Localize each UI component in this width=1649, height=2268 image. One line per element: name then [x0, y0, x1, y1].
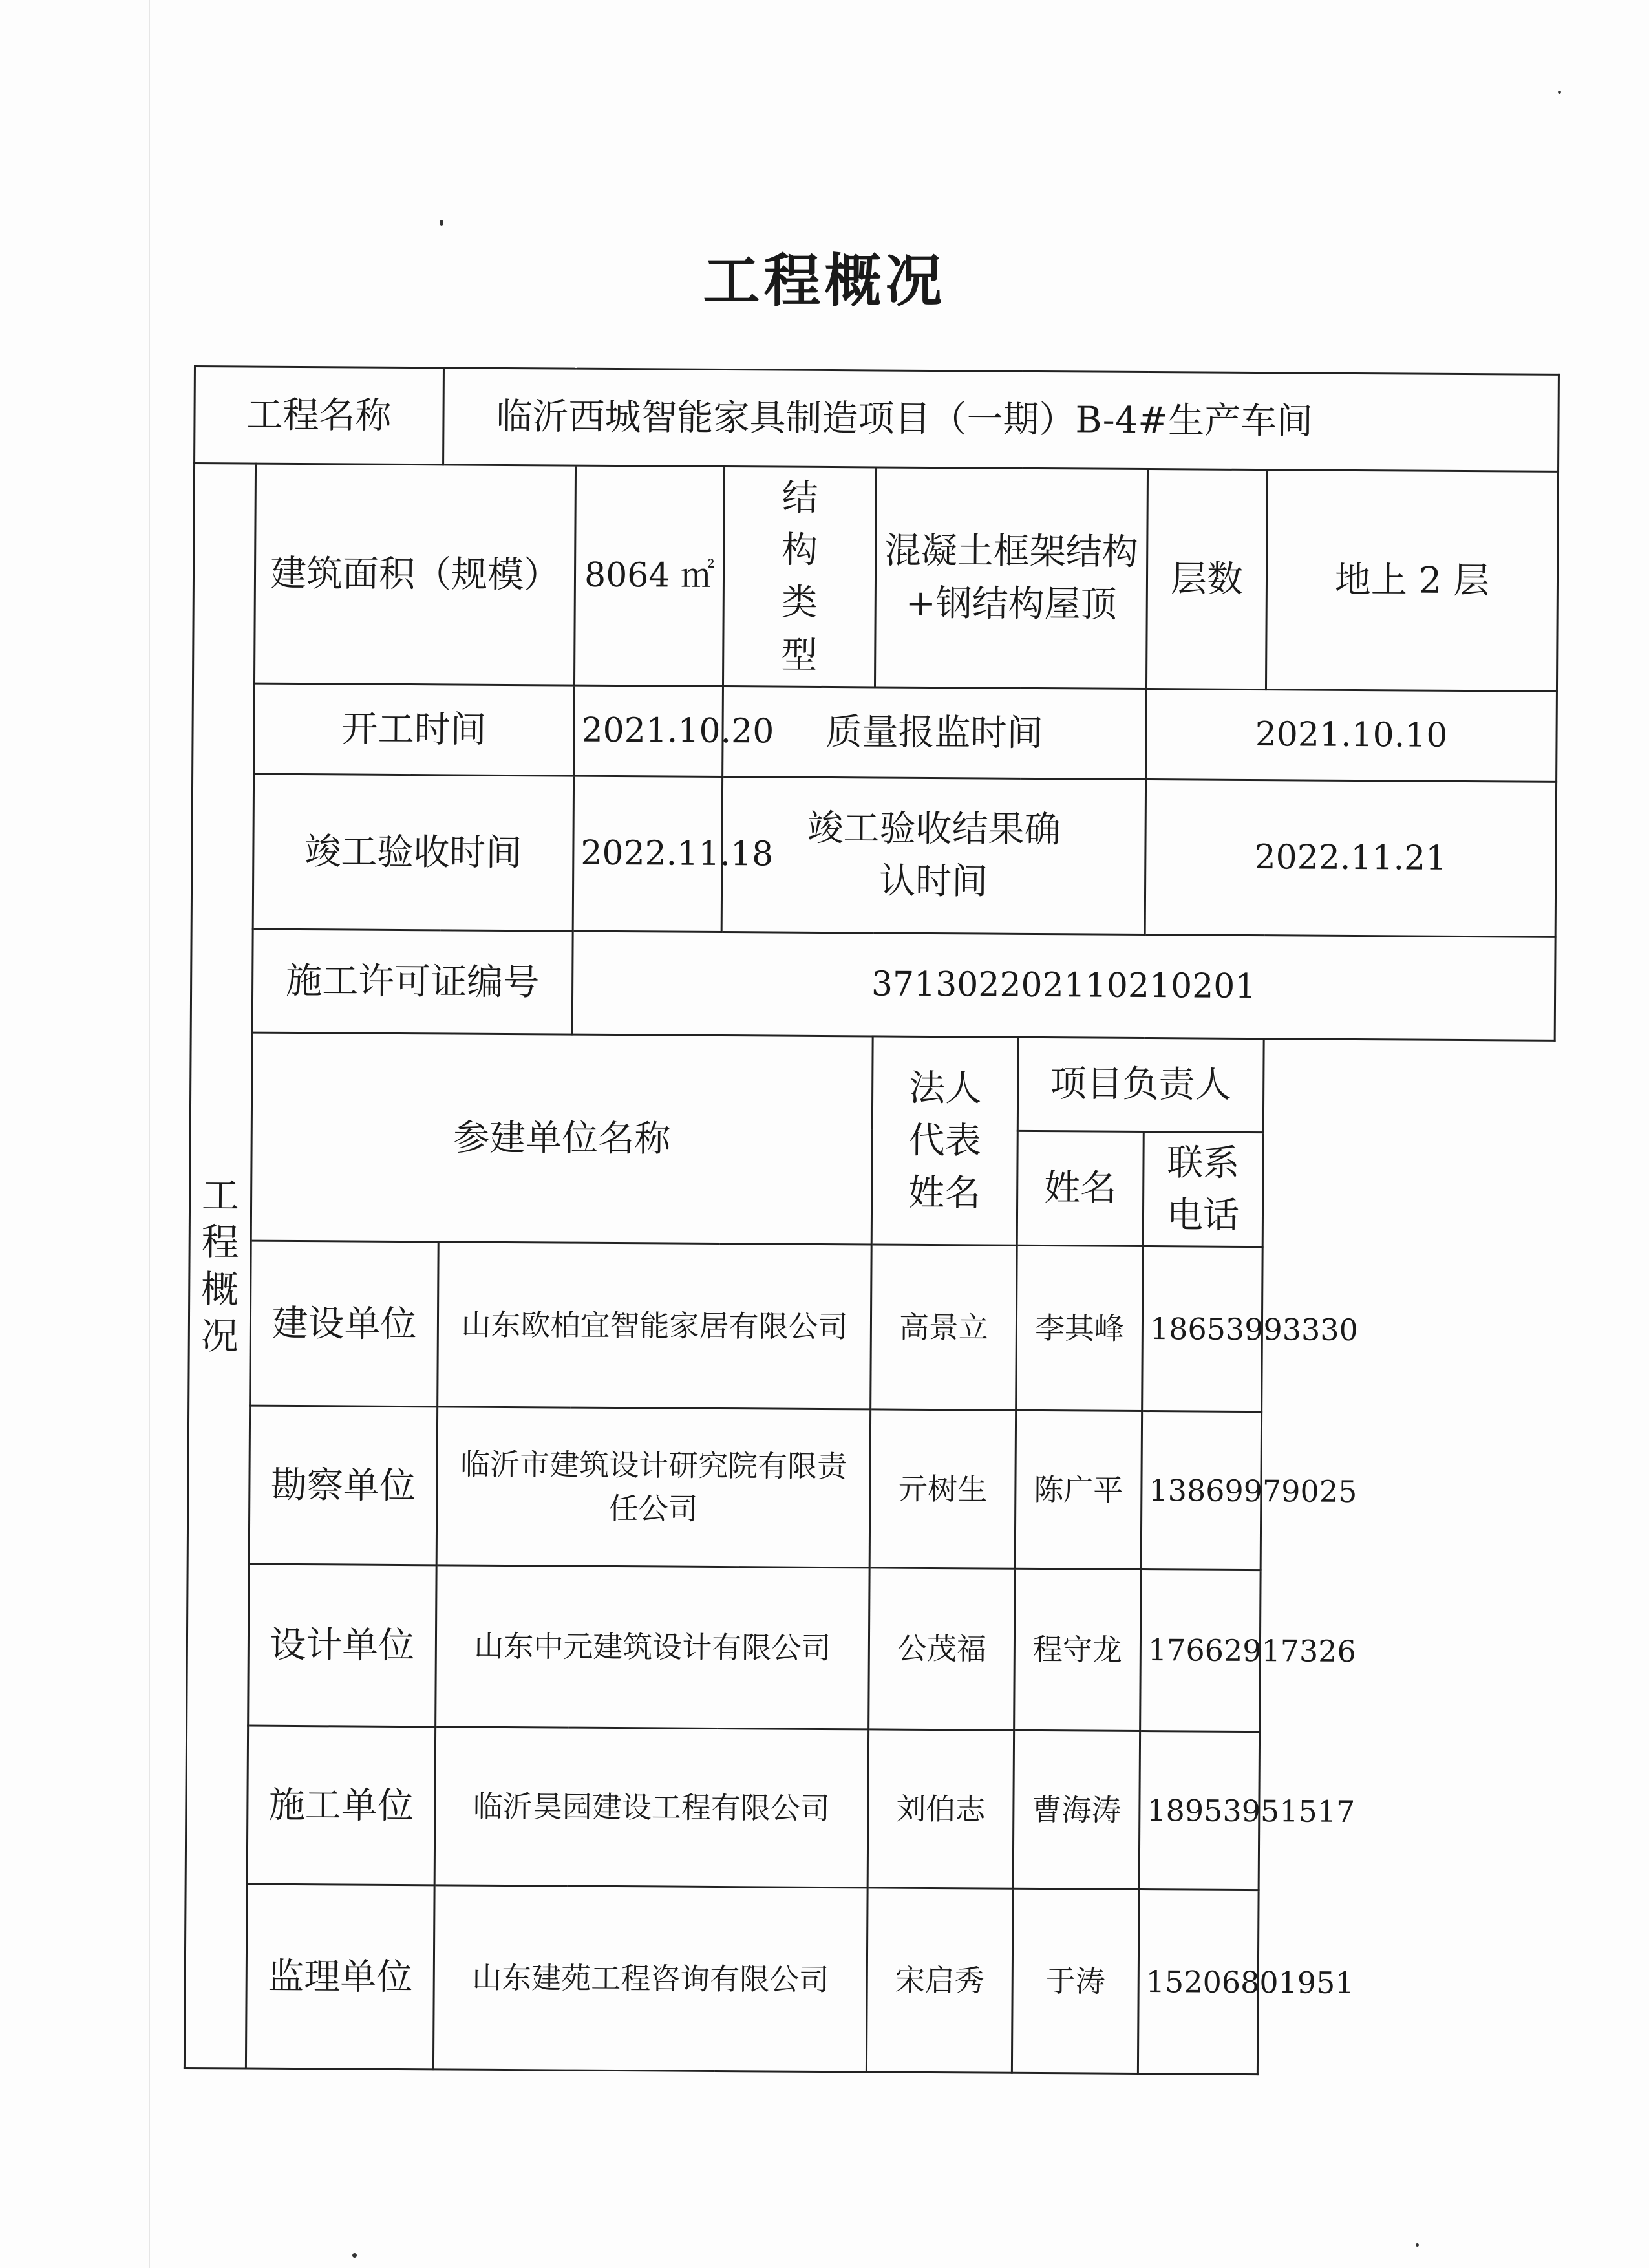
- unit-name-header: 参建单位名称: [251, 1032, 873, 1245]
- side-label: 工程概况: [200, 1173, 240, 1358]
- unit-manager: 程守龙: [1014, 1568, 1142, 1731]
- project-name-value: 临沂西城智能家具制造项目（一期）B-4#生产车间: [443, 368, 1559, 472]
- building-info-row: [193, 464, 1558, 692]
- area-label: 建筑面积（规模）: [254, 464, 575, 685]
- scan-speck: [1416, 2243, 1419, 2247]
- permit-label: 施工许可证编号: [252, 929, 573, 1034]
- unit-company: 山东欧柏宜智能家居有限公司: [438, 1242, 872, 1409]
- legal-rep-header: 法人代表姓名: [871, 1036, 1018, 1246]
- units-header-row-1: [190, 1032, 1555, 1134]
- unit-company: 山东建苑工程咨询有限公司: [433, 1885, 867, 2072]
- project-name-label: 工程名称: [195, 367, 444, 465]
- quality-value: 2021.10.10: [1146, 689, 1557, 782]
- scan-speck: [352, 2253, 357, 2258]
- unit-company: 临沂市建筑设计研究院有限责任公司: [436, 1407, 870, 1568]
- unit-row: [186, 1726, 1551, 1892]
- unit-manager: 李其峰: [1016, 1245, 1144, 1411]
- unit-phone: 13869979025: [1141, 1411, 1261, 1570]
- unit-role: 勘察单位: [249, 1406, 437, 1565]
- unit-role: 设计单位: [248, 1564, 437, 1727]
- manager-header: 项目负责人: [1017, 1037, 1264, 1132]
- page-title: 工程概况: [703, 248, 946, 314]
- unit-manager: 于涛: [1012, 1888, 1139, 2073]
- unit-role: 建设单位: [250, 1241, 439, 1407]
- unit-company: 临沂昊园建设工程有限公司: [434, 1727, 868, 1888]
- unit-role: 施工单位: [247, 1726, 435, 1885]
- structure-label: 结构类型: [723, 467, 876, 687]
- acceptance-row: [191, 773, 1557, 937]
- scan-page-edge: [149, 0, 150, 2268]
- scan-speck: [440, 220, 443, 226]
- unit-role: 监理单位: [246, 1884, 434, 2070]
- unit-phone: 17662917326: [1140, 1570, 1261, 1732]
- structure-value: 混凝土框架结构+钢结构屋顶: [875, 467, 1147, 689]
- unit-company: 山东中元建筑设计有限公司: [436, 1565, 870, 1729]
- unit-row: [184, 1884, 1549, 2077]
- quality-label: 质量报监时间: [723, 686, 1147, 779]
- floors-value: 地上 2 层: [1266, 470, 1558, 691]
- start-value: 2021.10.20: [574, 685, 723, 776]
- unit-legal-rep: 宋启秀: [866, 1888, 1013, 2073]
- unit-row: [187, 1406, 1553, 1572]
- scan-speck: [1558, 91, 1561, 94]
- unit-manager: 陈广平: [1015, 1410, 1142, 1569]
- floors-label: 层数: [1146, 469, 1267, 690]
- confirm-label: 竣工验收结果确认时间: [721, 776, 1145, 934]
- unit-legal-rep: 刘伯志: [867, 1729, 1014, 1888]
- unit-phone: 18953951517: [1139, 1731, 1259, 1890]
- manager-phone-header: 联系电话: [1143, 1131, 1263, 1247]
- acceptance-label: 竣工验收时间: [253, 774, 573, 931]
- area-value: 8064 ㎡: [574, 465, 724, 686]
- unit-legal-rep: 亓树生: [869, 1409, 1016, 1568]
- unit-manager: 曹海涛: [1013, 1730, 1140, 1889]
- unit-phone: 18653993330: [1142, 1246, 1263, 1412]
- confirm-value: 2022.11.21: [1145, 779, 1557, 937]
- unit-phone: 15206801951: [1138, 1890, 1259, 2075]
- unit-row: [189, 1241, 1554, 1414]
- start-date-row: [193, 683, 1557, 782]
- unit-legal-rep: 公茂福: [869, 1568, 1016, 1730]
- acceptance-value: 2022.11.18: [573, 776, 722, 932]
- project-overview-table: [184, 365, 1560, 2077]
- start-label: 开工时间: [254, 683, 575, 776]
- permit-value: 371302202110210201: [572, 931, 1555, 1040]
- unit-legal-rep: 高景立: [871, 1245, 1017, 1410]
- project-name-row: [195, 367, 1559, 472]
- side-label-cell: [184, 464, 255, 2069]
- unit-row: [187, 1564, 1552, 1734]
- permit-row: [191, 928, 1555, 1040]
- manager-name-header: 姓名: [1017, 1131, 1144, 1246]
